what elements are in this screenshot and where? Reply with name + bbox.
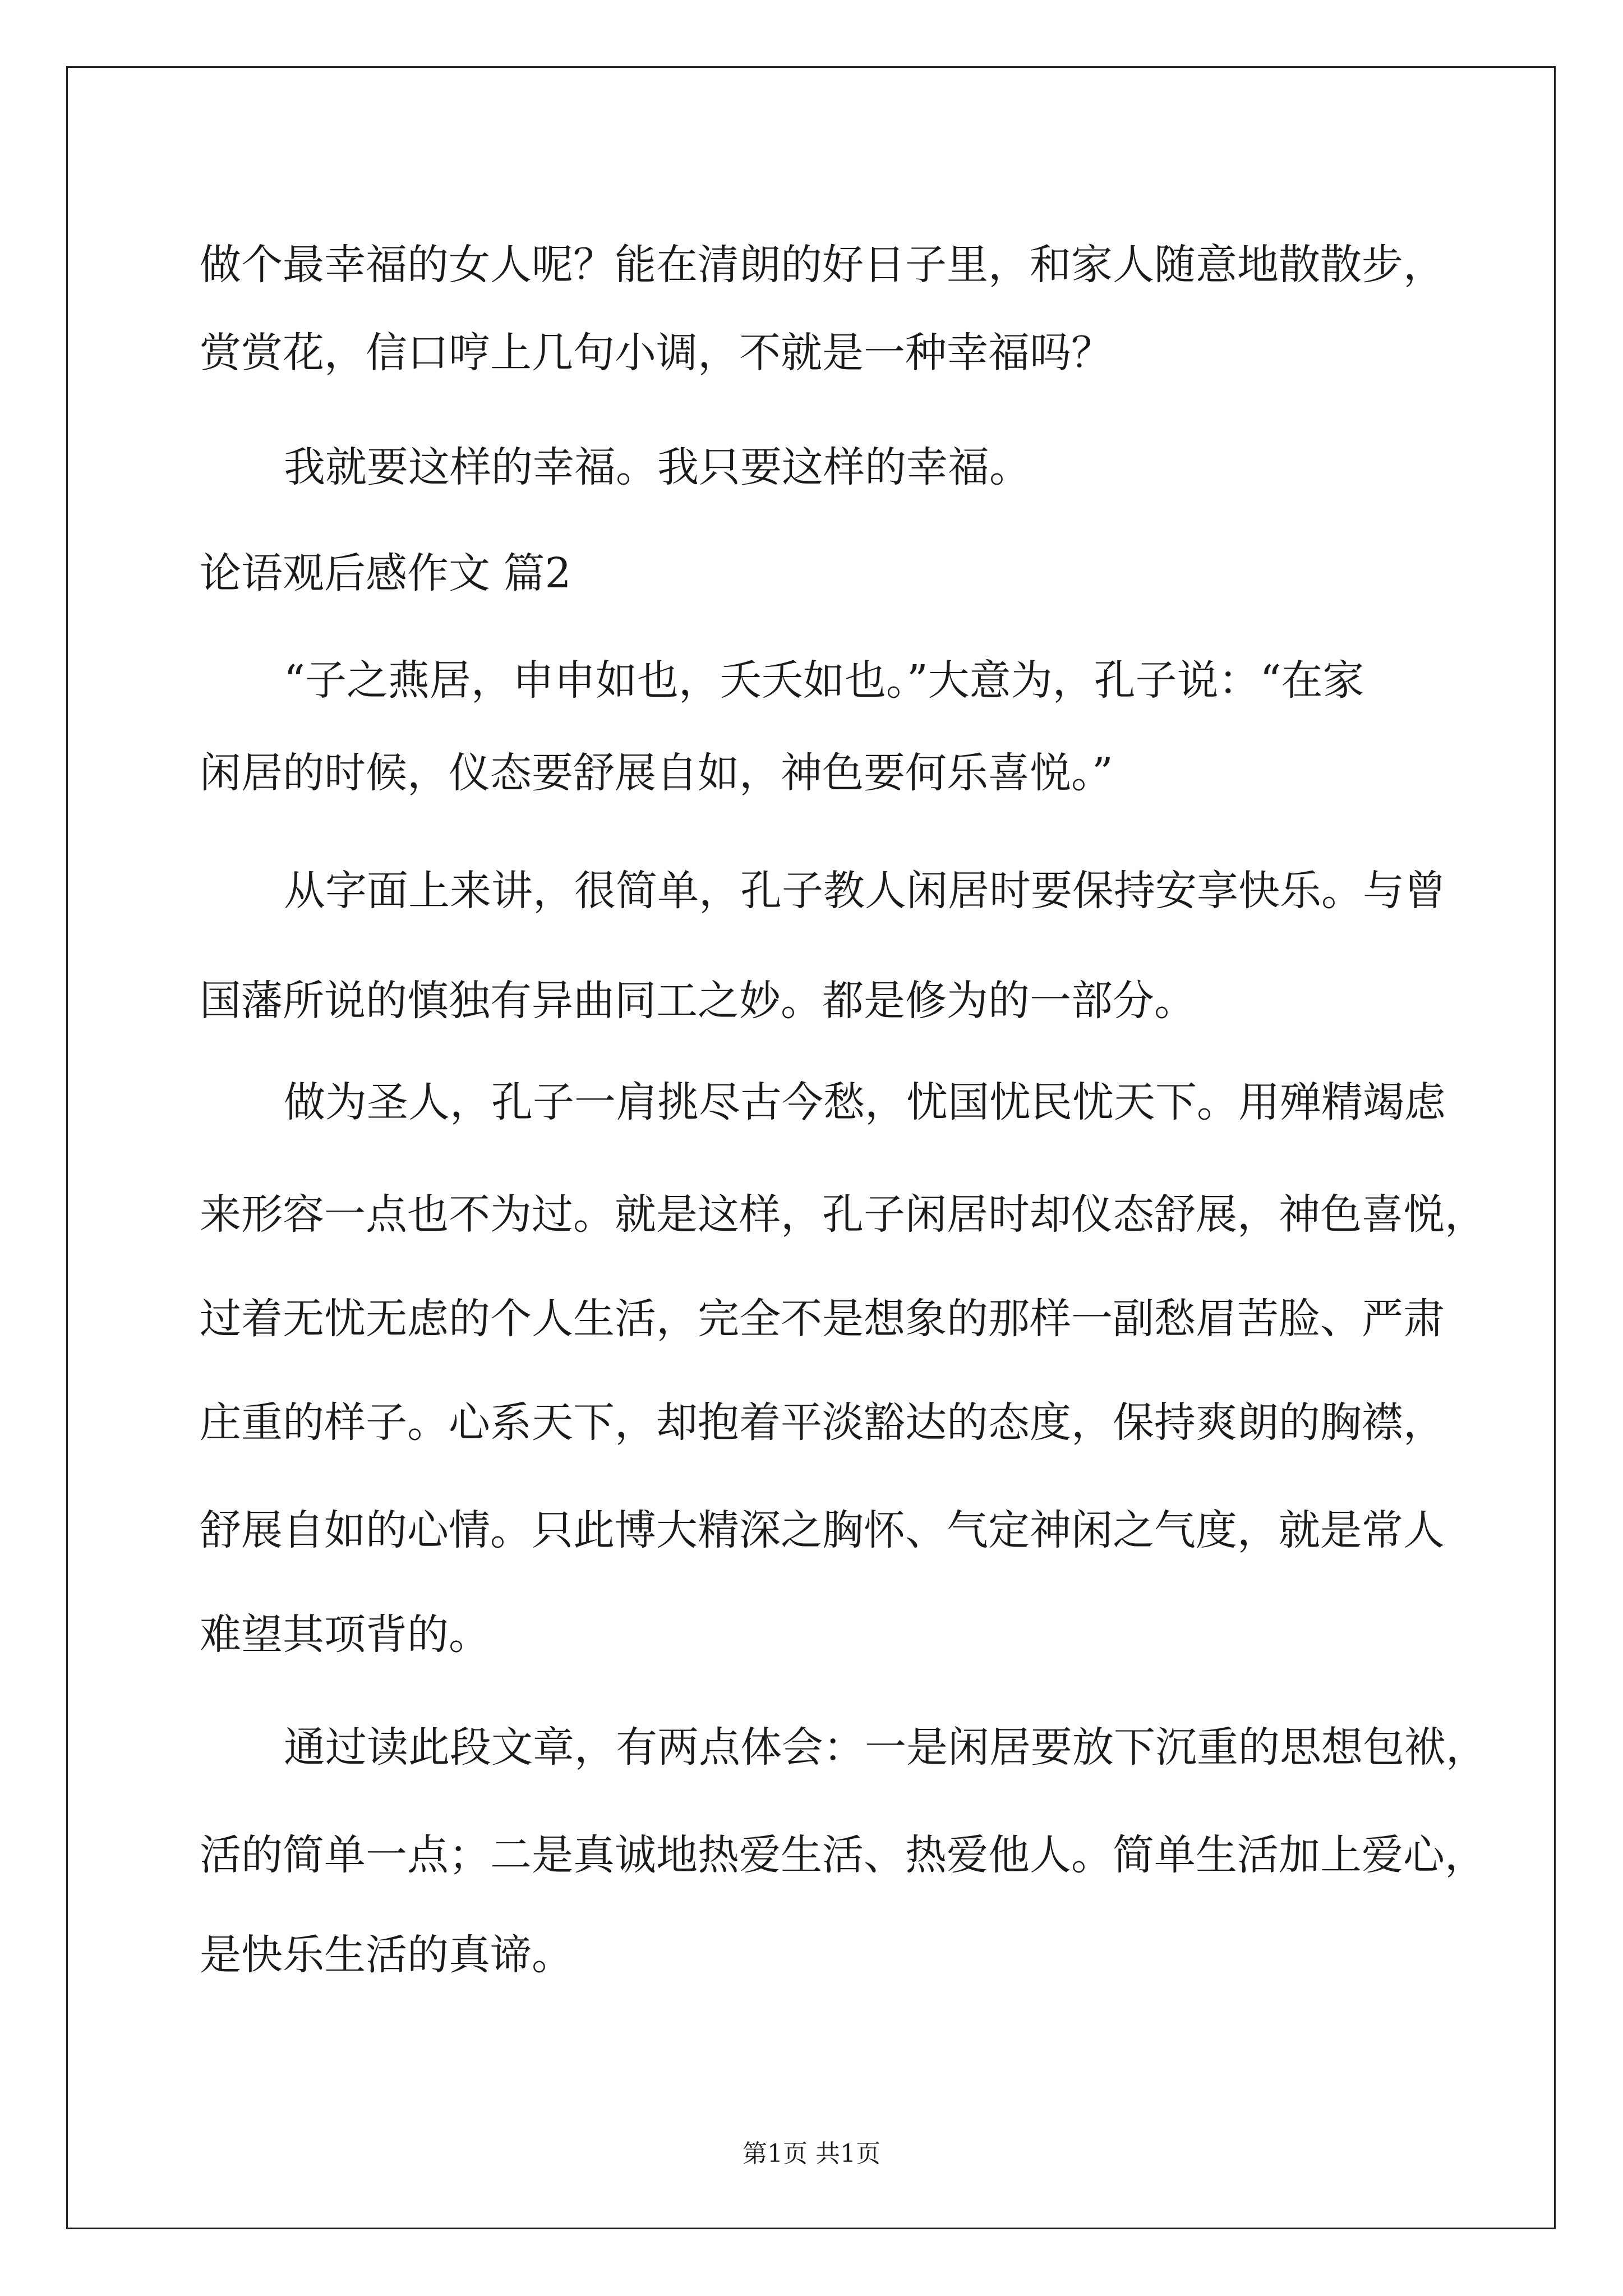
body-text-line: 赏赏花，信口哼上几句小调，不就是一种幸福吗？ bbox=[200, 329, 1113, 377]
page-border bbox=[66, 66, 1556, 2229]
body-text-line: 我就要这样的幸福。我只要这样的幸福。 bbox=[284, 443, 1031, 491]
body-text-line: 庄重的样子。心系天下，却抱着平淡豁达的态度，保持爽朗的胸襟， bbox=[200, 1398, 1445, 1447]
body-text-line: 闲居的时候，仪态要舒展自如，神色要何乐喜悦。” bbox=[200, 749, 1113, 797]
body-text-line: 做个最幸福的女人呢？能在清朗的好日子里，和家人随意地散散步， bbox=[200, 241, 1445, 289]
page-footer: 第1页 共1页 bbox=[743, 2139, 880, 2168]
body-text-line: 活的简单一点；二是真诚地热爱生活、热爱他人。简单生活加上爱心， bbox=[200, 1831, 1486, 1879]
body-text-line: 从字面上来讲，很简单，孔子教人闲居时要保持安享快乐。与曾 bbox=[284, 867, 1446, 915]
body-text-line: 舒展自如的心情。只此博大精深之胸怀、气定神闲之气度，就是常人 bbox=[200, 1506, 1445, 1554]
body-text-line: 国藩所说的慎独有异曲同工之妙。都是修为的一部分。 bbox=[200, 977, 1196, 1025]
body-text-line: 过着无忧无虑的个人生活，完全不是想象的那样一副愁眉苦脸、严肃 bbox=[200, 1295, 1445, 1343]
body-text-line: 难望其项背的。 bbox=[200, 1611, 490, 1659]
section-heading: 论语观后感作文 篇2 bbox=[200, 549, 571, 597]
body-text-line: 是快乐生活的真谛。 bbox=[200, 1931, 573, 1979]
body-text-line: 来形容一点也不为过。就是这样，孔子闲居时却仪态舒展，神色喜悦， bbox=[200, 1190, 1486, 1239]
body-text-line: “子之燕居，申申如也，夭夭如也。”大意为，孔子说：“在家 bbox=[284, 656, 1364, 705]
body-text-line: 做为圣人，孔子一肩挑尽古今愁，忧国忧民忧天下。用殚精竭虑 bbox=[284, 1078, 1446, 1126]
body-text-line: 通过读此段文章，有两点体会：一是闲居要放下沉重的思想包袱， bbox=[284, 1723, 1487, 1772]
